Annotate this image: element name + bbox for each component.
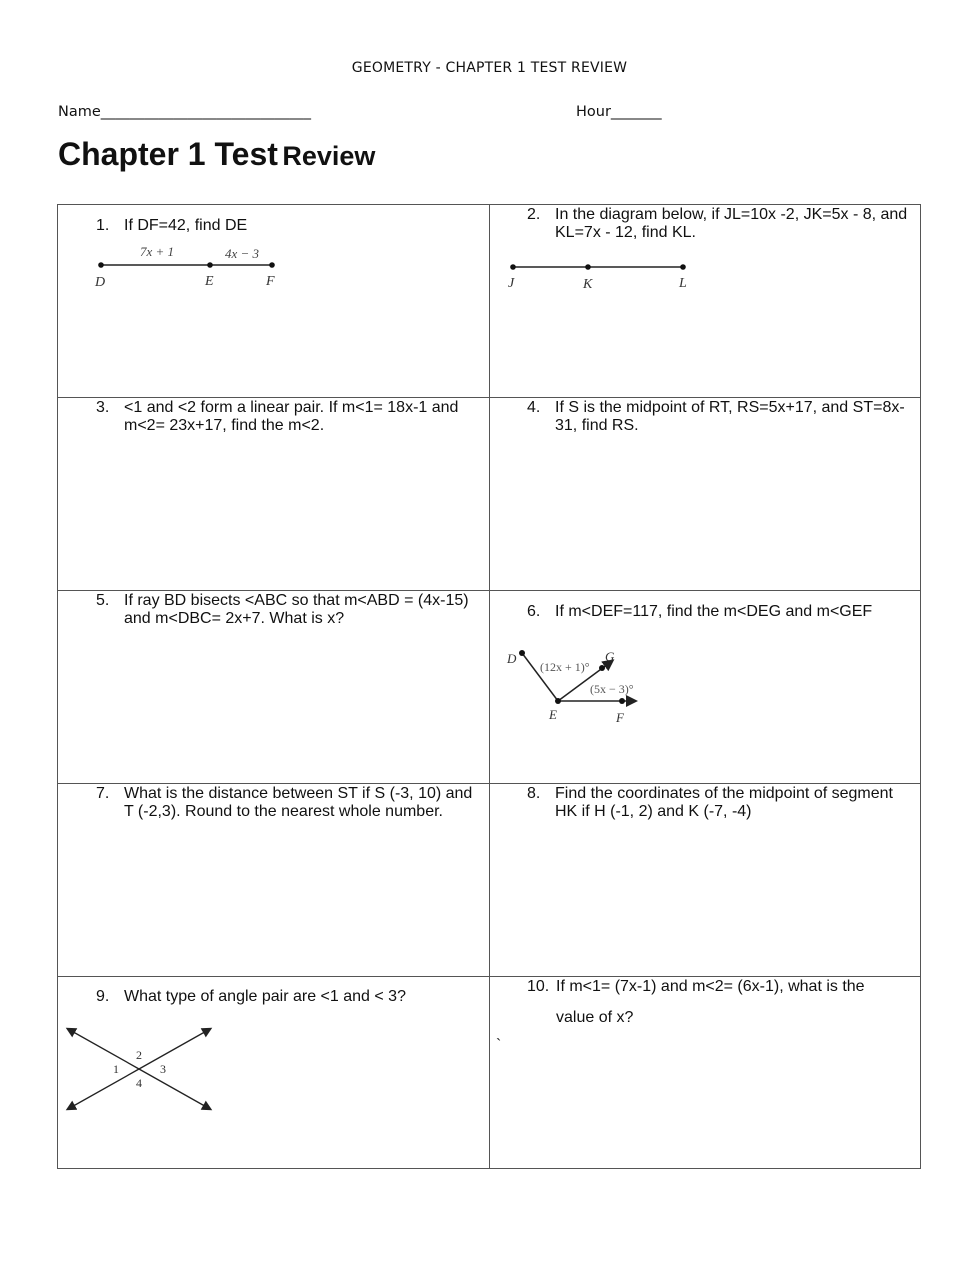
- label-d: D: [507, 651, 517, 666]
- question-text: If DF=42, find DE: [124, 217, 248, 234]
- point-f: [269, 262, 275, 268]
- angle-diagram-def: [502, 639, 662, 734]
- question-text: If ray BD bisects <ABC so that m<ABD = (4x-15) and m<DBC= 2x+7. What is x?: [124, 592, 469, 627]
- point-k: [585, 264, 591, 270]
- question-text: <1 and <2 form a linear pair. If m<1= 18x-1 and m<2= 23x+17, find the m<2.: [124, 399, 459, 434]
- label-d: D: [95, 275, 106, 290]
- hour-field[interactable]: Hour_______: [576, 104, 662, 120]
- label-f: F: [616, 710, 624, 725]
- label-j: J: [508, 276, 515, 291]
- point-l: [680, 264, 686, 270]
- point-j: [510, 264, 516, 270]
- question-number: 6.: [527, 603, 541, 620]
- segment-label-ef: 4x − 3: [225, 246, 260, 261]
- label-e: E: [205, 274, 214, 289]
- label-k: K: [583, 277, 593, 292]
- grid-divider-vertical: [489, 205, 490, 1168]
- question-text: If S is the midpoint of RT, RS=5x+17, and ST=8x-31, find RS.: [555, 399, 905, 434]
- page-title: [58, 136, 375, 173]
- segment-diagram-dft: [88, 241, 318, 291]
- name-field[interactable]: Name_____________________________: [58, 104, 312, 120]
- segment-diagram-jkl: [503, 255, 703, 295]
- question-number: 3.: [96, 399, 110, 416]
- label-l: L: [679, 276, 687, 291]
- grid-divider-row2: [58, 590, 920, 591]
- angle-label-2: 2: [136, 1048, 142, 1062]
- angle-label-1: 1: [113, 1062, 119, 1076]
- label-f: F: [266, 274, 275, 289]
- angle-label-gef: (5x − 3)°: [590, 682, 634, 696]
- question-number: 9.: [96, 988, 110, 1005]
- question-text: In the diagram below, if JL=10x -2, JK=5x - 8, and KL=7x - 12, find KL.: [555, 206, 908, 241]
- question-text: Find the coordinates of the midpoint of segment HK if H (-1, 2) and K (-7, -4): [555, 785, 893, 820]
- question-grid: [57, 204, 921, 1169]
- grid-divider-row4: [58, 976, 920, 977]
- point-e: [207, 262, 213, 268]
- point-d: [98, 262, 104, 268]
- title-bold: Chapter 1 Test: [58, 136, 278, 172]
- question-number: 2.: [527, 206, 541, 223]
- question-text-continued: value of x?: [556, 1009, 634, 1026]
- question-number: 5.: [96, 592, 110, 609]
- grid-divider-row1: [58, 397, 920, 398]
- angle-label-3: 3: [160, 1062, 166, 1076]
- intersecting-lines-diagram: [63, 1023, 223, 1118]
- question-number: 1.: [96, 217, 110, 234]
- segment-label-de: 7x + 1: [140, 244, 175, 259]
- stray-mark: `: [496, 1037, 502, 1054]
- grid-divider-row3: [58, 783, 920, 784]
- question-number: 7.: [96, 785, 110, 802]
- question-number: 10.: [527, 978, 550, 995]
- worksheet-header: GEOMETRY - CHAPTER 1 TEST REVIEW: [351, 60, 628, 76]
- question-number: 8.: [527, 785, 541, 802]
- question-number: 4.: [527, 399, 541, 416]
- angle-label-deg: (12x + 1)°: [540, 660, 590, 674]
- title-rest: Review: [282, 141, 376, 171]
- angle-label-4: 4: [136, 1076, 142, 1090]
- question-text: What is the distance between ST if S (-3, 10) and T (-2,3). Round to the nearest whole number.: [124, 785, 473, 820]
- question-text: What type of angle pair are <1 and < 3?: [124, 988, 406, 1005]
- question-text: If m<DEF=117, find the m<DEG and m<GEF: [555, 603, 873, 620]
- question-text: If m<1= (7x-1) and m<2= (6x-1), what is the: [556, 978, 865, 995]
- label-e: E: [549, 707, 557, 722]
- label-g: G: [605, 649, 615, 664]
